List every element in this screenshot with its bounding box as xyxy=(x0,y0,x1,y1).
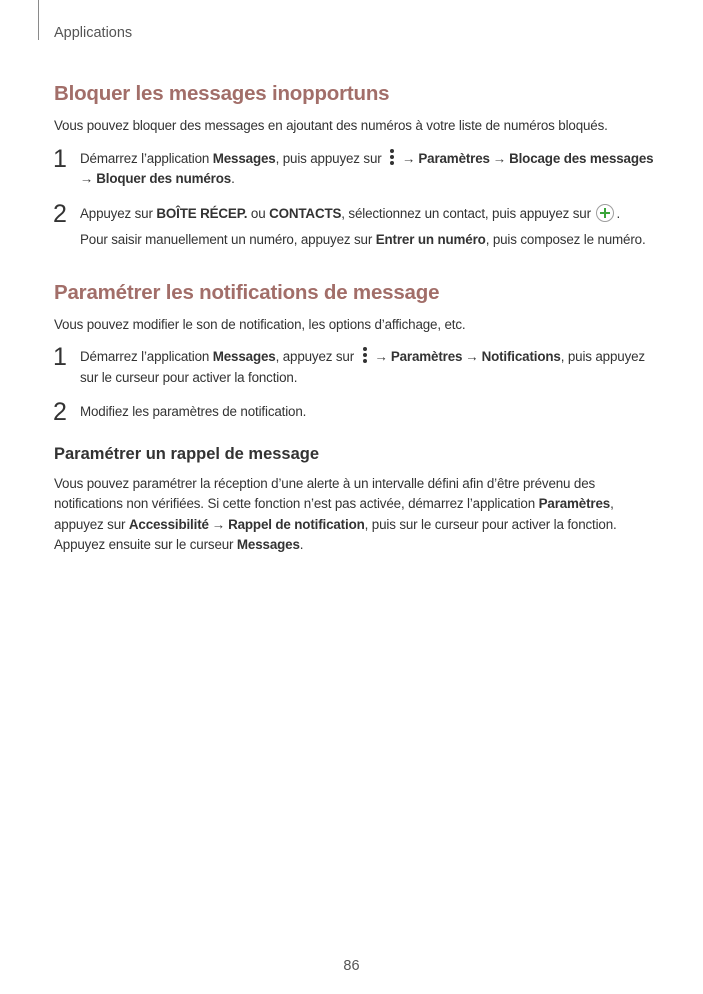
subsection-title-reminder: Paramétrer un rappel de message xyxy=(54,444,320,463)
running-head: Applications xyxy=(54,25,133,41)
page-content xyxy=(54,82,654,568)
step-number: 1 xyxy=(53,343,67,371)
step-notifications-2 xyxy=(53,398,654,426)
step-text: Démarrez l’application Messages, appuyez sur → Paramètres → Notifications, puis appuyez sur le curseur pour activer la fonction. xyxy=(80,349,645,385)
step-text: Appuyez sur BOÎTE RÉCEP. ou CONTACTS, sélectionnez un contact, puis appuyez sur . xyxy=(80,205,621,221)
step-text: Démarrez l’application Messages, puis appuyez sur → Paramètres → Blocage des messages → Bloquer des numéros. xyxy=(80,150,654,186)
step-block-2 xyxy=(53,199,654,251)
step-number: 1 xyxy=(53,144,67,173)
step-number: 2 xyxy=(53,199,67,228)
more-options-icon xyxy=(388,149,396,166)
more-options-icon xyxy=(361,347,369,364)
section-title-block-messages: Bloquer les messages inopportuns xyxy=(54,82,390,105)
margin-rule xyxy=(38,0,39,40)
step-notifications-1 xyxy=(53,343,654,388)
section-title-notifications: Paramétrer les notifications de message xyxy=(54,280,440,304)
section-intro-notifications: Vous pouvez modifier le son de notification, les options d’affichage, etc. xyxy=(54,316,466,332)
page-number: 86 xyxy=(343,958,360,974)
step-text: Modifiez les paramètres de notification. xyxy=(80,404,307,419)
step-note: Pour saisir manuellement un numéro, appuyez sur Entrer un numéro, puis composez le numéro. xyxy=(80,232,646,247)
step-block-1 xyxy=(53,144,654,190)
subsection-body-reminder: Vous pouvez paramétrer la réception d’une alerte à un intervalle défini afin d’être prévenu des notifications non vérifiées. Si cette fonction n’est pas activée, démarrez l’application Paramètres, appuyez sur Accessibilité → Rappel de notification, puis sur le curseur pour activer la fonction. Appuyez ensuite sur le curseur Messages. xyxy=(54,475,617,552)
step-number: 2 xyxy=(53,398,67,426)
add-contact-icon xyxy=(596,204,614,222)
section-intro-block-messages: Vous pouvez bloquer des messages en ajoutant des numéros à votre liste de numéros bloqués. xyxy=(54,118,608,133)
